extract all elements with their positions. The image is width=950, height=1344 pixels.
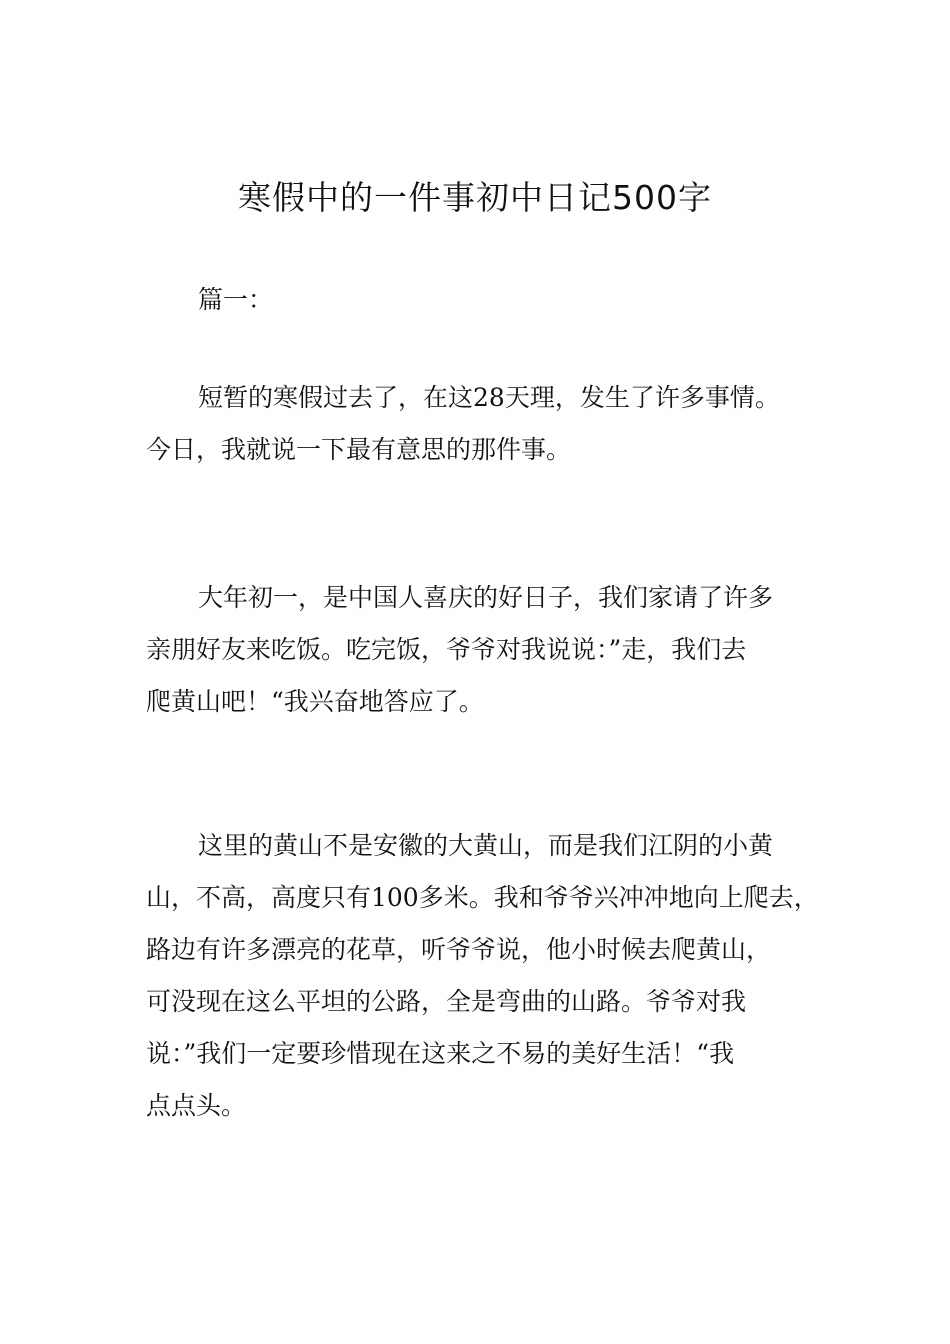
paragraph-line: 爬黄山吧！“我兴奋地答应了。 bbox=[146, 687, 484, 716]
section-heading bbox=[146, 274, 826, 326]
paragraph-line: 短暂的寒假过去了，在这28天理，发生了许多事情。 bbox=[198, 383, 780, 412]
paragraph-line: 路边有许多漂亮的花草，听爷爷说，他小时候去爬黄山， bbox=[146, 935, 772, 964]
paragraph-1 bbox=[146, 372, 826, 476]
paragraph-line: 今日，我就说一下最有意思的那件事。 bbox=[146, 435, 572, 464]
paragraph-line: 大年初一，是中国人喜庆的好日子，我们家请了许多 bbox=[198, 583, 774, 612]
paragraph-3 bbox=[146, 820, 826, 1132]
paragraph-line: 可没现在这么平坦的公路，全是弯曲的山路。爷爷对我 bbox=[146, 987, 747, 1016]
paragraph-line: 这里的黄山不是安徽的大黄山，而是我们江阴的小黄 bbox=[198, 831, 774, 860]
paragraph-line: 说：”我们一定要珍惜现在这来之不易的美好生活！“我 bbox=[146, 1039, 735, 1068]
paragraph-line: 山，不高，高度只有100多米。我和爷爷兴冲冲地向上爬去， bbox=[146, 883, 819, 912]
paragraph-line: 点点头。 bbox=[146, 1091, 247, 1120]
paragraph-line: 亲朋好友来吃饭。吃完饭，爷爷对我说说：”走，我们去 bbox=[146, 635, 747, 664]
section-heading-text: 篇一： bbox=[198, 285, 274, 314]
paragraph-2 bbox=[146, 572, 826, 728]
document-title: 寒假中的一件事初中日记500字 bbox=[238, 178, 712, 217]
